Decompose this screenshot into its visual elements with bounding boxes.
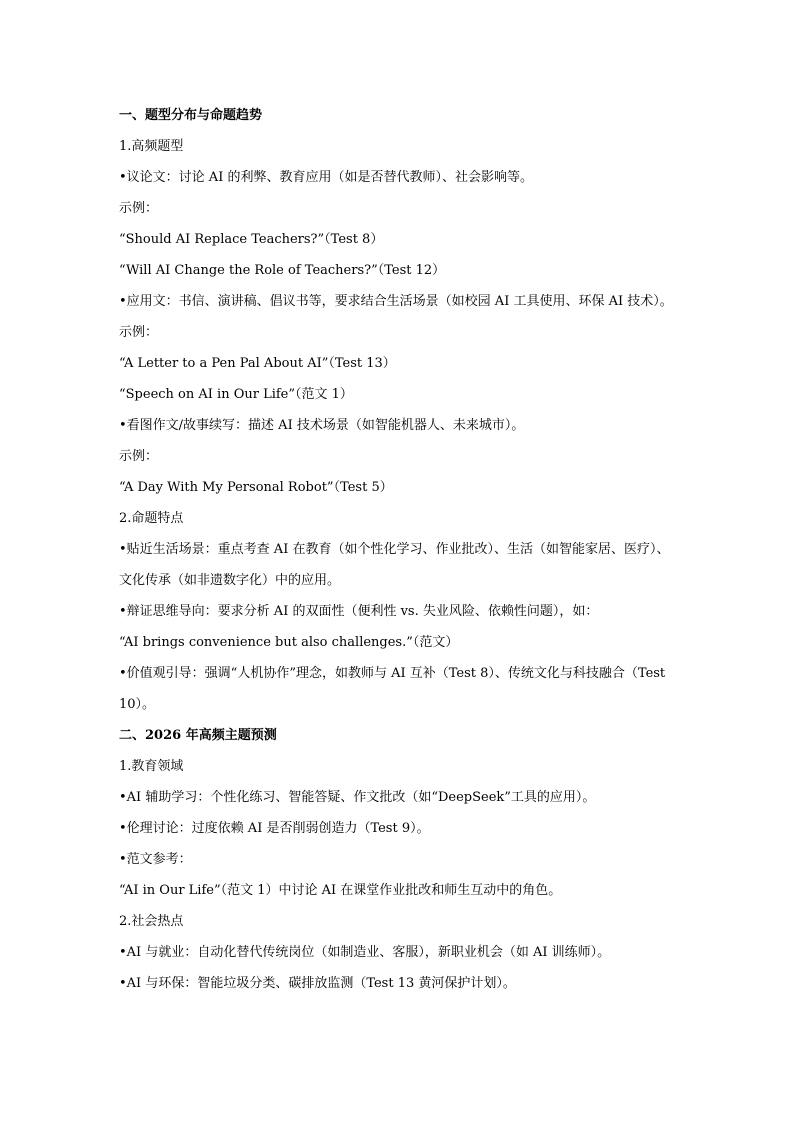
- paragraph: •价值观引导：强调“人机协作”理念，如教师与 AI 互补（Test 8）、传统文化与科技融合（Test 10）。: [119, 666, 666, 712]
- example-title: “A Letter to a Pen Pal About AI”（Test 13）: [119, 356, 396, 371]
- section-heading: 一、题型分布与命题趋势: [119, 108, 263, 123]
- example-title: “Speech on AI in Our Life”（范文 1）: [119, 387, 353, 402]
- paragraph: 示例：: [119, 325, 159, 340]
- example-title: “A Day With My Personal Robot”（Test 5）: [119, 480, 393, 495]
- paragraph: 示例：: [119, 201, 159, 216]
- paragraph: •AI 辅助学习：个性化练习、智能答疑、作文批改（如“DeepSeek”工具的应用）。: [119, 790, 596, 805]
- example-title: “Should AI Replace Teachers?”（Test 8）: [119, 232, 384, 247]
- subheading: 2.社会热点: [119, 914, 184, 929]
- paragraph: •AI 与就业：自动化替代传统岗位（如制造业、客服），新职业机会（如 AI 训练师）。: [119, 945, 611, 960]
- document-body: [119, 100, 679, 999]
- paragraph: •辩证思维导向：要求分析 AI 的双面性（便利性 vs. 失业风险、依赖性问题），如：: [119, 604, 599, 619]
- subheading: 1.教育领域: [119, 759, 184, 774]
- paragraph: •看图作文/故事续写：描述 AI 技术场景（如智能机器人、未来城市）。: [119, 418, 525, 433]
- paragraph: •应用文：书信、演讲稿、倡议书等，要求结合生活场景（如校园 AI 工具使用、环保 AI 技术）。: [119, 294, 673, 309]
- subheading: 1.高频题型: [119, 139, 184, 154]
- example-title: “Will AI Change the Role of Teachers?”（Test 12）: [119, 263, 446, 278]
- quote: “AI brings convenience but also challenges.”（范文）: [119, 635, 459, 650]
- paragraph: “AI in Our Life”（范文 1）中讨论 AI 在课堂作业批改和师生互动中的角色。: [119, 883, 562, 898]
- paragraph: •伦理讨论：过度依赖 AI 是否削弱创造力（Test 9）。: [119, 821, 430, 836]
- paragraph: •AI 与环保：智能垃圾分类、碳排放监测（Test 13 黄河保护计划）。: [119, 976, 516, 991]
- subheading: 2.命题特点: [119, 511, 184, 526]
- paragraph: •范文参考：: [119, 852, 192, 867]
- paragraph: 示例：: [119, 449, 159, 464]
- section-heading: 二、2026 年高频主题预测: [119, 728, 277, 743]
- paragraph: •议论文：讨论 AI 的利弊、教育应用（如是否替代教师）、社会影响等。: [119, 170, 533, 185]
- paragraph: •贴近生活场景：重点考查 AI 在教育（如个性化学习、作业批改）、生活（如智能家居、医疗）、文化传承（如非遗数字化）中的应用。: [119, 542, 670, 588]
